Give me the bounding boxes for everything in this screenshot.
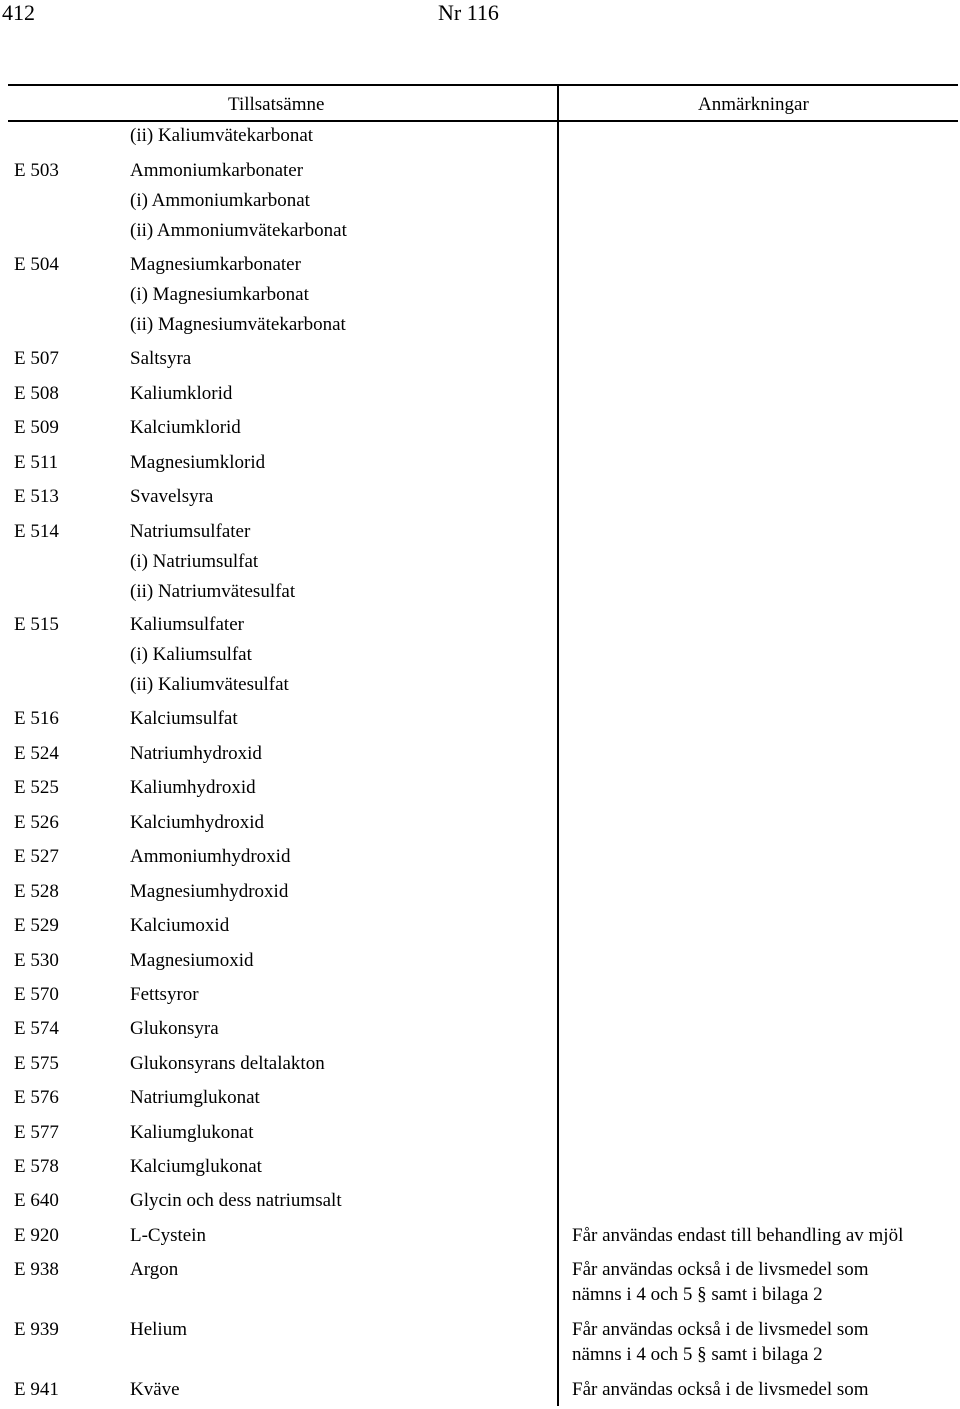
substance-line: Kalciumhydroxid — [130, 812, 265, 833]
substance-line: Saltsyra — [130, 348, 192, 369]
column-header-remarks: Anmärkningar — [698, 94, 809, 115]
substance-line: Kalciumglukonat — [130, 1156, 262, 1177]
e-code: E 526 — [14, 812, 59, 833]
e-code: E 515 — [14, 614, 59, 635]
substance-line: Kalciumsulfat — [130, 708, 238, 729]
e-code: E 570 — [14, 984, 59, 1005]
substance-line: Kaliumglukonat — [130, 1122, 254, 1143]
issue-number: Nr 116 — [438, 0, 499, 25]
remark — [572, 1317, 957, 1367]
substance-name — [130, 123, 313, 153]
substance-name — [130, 381, 232, 411]
e-code: E 941 — [14, 1379, 59, 1400]
substance-name — [130, 1188, 342, 1218]
substance-line: Helium — [130, 1319, 187, 1340]
substance-name — [130, 1085, 260, 1115]
e-code: E 516 — [14, 708, 59, 729]
e-code: E 504 — [14, 254, 59, 275]
substance-line: Kalciumoxid — [130, 915, 230, 936]
e-code: E 514 — [14, 521, 59, 542]
remark — [572, 1257, 957, 1307]
substance-line: (ii) Ammoniumvätekarbonat — [130, 220, 347, 241]
substance-name — [130, 706, 238, 736]
substance-name — [130, 612, 289, 702]
substance-line: (i) Natriumsulfat — [130, 551, 259, 572]
substance-line: Kväve — [130, 1379, 180, 1400]
substance-name — [130, 1223, 206, 1253]
substance-line: Fettsyror — [130, 984, 199, 1005]
remark — [572, 1377, 957, 1402]
substance-name — [130, 1016, 219, 1046]
substance-line: Magnesiumkarbonater — [130, 254, 301, 275]
remark-line: nämns i 4 och 5 § samt i bilaga 2 — [572, 1344, 823, 1365]
e-code: E 574 — [14, 1018, 59, 1039]
remark — [572, 1223, 957, 1248]
e-code: E 577 — [14, 1122, 59, 1143]
substance-line: Natriumhydroxid — [130, 743, 262, 764]
e-code: E 530 — [14, 950, 59, 971]
substance-name — [130, 1377, 180, 1407]
substance-line: (i) Magnesiumkarbonat — [130, 284, 309, 305]
e-code: E 509 — [14, 417, 59, 438]
header-rule — [8, 120, 958, 122]
substance-name — [130, 519, 295, 609]
substance-name — [130, 1120, 253, 1150]
e-code: E 513 — [14, 486, 59, 507]
remark-line: Får användas också i de livsmedel som — [572, 1259, 869, 1280]
substance-name — [130, 484, 213, 514]
substance-line: (ii) Natriumvätesulfat — [130, 581, 296, 602]
substance-line: (i) Kaliumsulfat — [130, 644, 252, 665]
substance-line: Kalciumklorid — [130, 417, 241, 438]
table-top-rule — [8, 84, 958, 86]
substance-line: (ii) Kaliumvätesulfat — [130, 674, 289, 695]
substance-line: Ammoniumkarbonater — [130, 160, 304, 181]
e-code: E 508 — [14, 383, 59, 404]
substance-line: Kaliumklorid — [130, 383, 233, 404]
remark-line: Får användas endast till behandling av mjöl — [572, 1225, 904, 1246]
e-code: E 529 — [14, 915, 59, 936]
substance-name — [130, 844, 290, 874]
substance-line: Magnesiumhydroxid — [130, 881, 289, 902]
substance-line: Magnesiumoxid — [130, 950, 254, 971]
substance-name — [130, 1317, 187, 1347]
e-code: E 511 — [14, 452, 59, 473]
substance-line: Svavelsyra — [130, 486, 214, 507]
e-code: E 528 — [14, 881, 59, 902]
substance-name — [130, 879, 288, 909]
e-code: E 578 — [14, 1156, 59, 1177]
remark-line: nämns i 4 och 5 § samt i bilaga 2 — [572, 1284, 823, 1305]
substance-name — [130, 775, 256, 805]
substance-name — [130, 252, 346, 342]
page-number: 412 — [2, 0, 35, 25]
substance-line: Natriumglukonat — [130, 1087, 260, 1108]
e-code: E 503 — [14, 160, 59, 181]
substance-line: Ammoniumhydroxid — [130, 846, 291, 867]
substance-line: Glycin och dess natriumsalt — [130, 1190, 342, 1211]
substance-name — [130, 450, 265, 480]
substance-line: (i) Ammoniumkarbonat — [130, 190, 310, 211]
substance-line: (ii) Magnesiumvätekarbonat — [130, 314, 346, 335]
substance-name — [130, 913, 229, 943]
substance-line: Argon — [130, 1259, 179, 1280]
substance-name — [130, 415, 241, 445]
e-code: E 920 — [14, 1225, 59, 1246]
e-code: E 525 — [14, 777, 59, 798]
substance-name — [130, 1257, 178, 1287]
substance-name — [130, 982, 199, 1012]
substance-name — [130, 158, 347, 248]
e-code: E 527 — [14, 846, 59, 867]
e-code: E 575 — [14, 1053, 59, 1074]
substance-name — [130, 741, 262, 771]
remark-line: Får användas också i de livsmedel som — [572, 1379, 869, 1400]
substance-name — [130, 346, 191, 376]
substance-line: Kaliumsulfater — [130, 614, 244, 635]
e-code: E 507 — [14, 348, 59, 369]
e-code: E 939 — [14, 1319, 59, 1340]
e-code: E 640 — [14, 1190, 59, 1211]
column-divider — [557, 84, 559, 1406]
e-code: E 576 — [14, 1087, 59, 1108]
substance-name — [130, 1154, 262, 1184]
e-code: E 524 — [14, 743, 59, 764]
substance-name — [130, 1051, 325, 1081]
substance-line: (ii) Kaliumvätekarbonat — [130, 125, 314, 146]
substance-line: Natriumsulfater — [130, 521, 251, 542]
remark-line: Får användas också i de livsmedel som — [572, 1319, 869, 1340]
substance-name — [130, 810, 264, 840]
e-code: E 938 — [14, 1259, 59, 1280]
substance-line: Glukonsyrans deltalakton — [130, 1053, 325, 1074]
substance-line: Glukonsyra — [130, 1018, 219, 1039]
substance-line: Magnesiumklorid — [130, 452, 266, 473]
substance-name — [130, 948, 254, 978]
substance-line: Kaliumhydroxid — [130, 777, 256, 798]
column-header-substance: Tillsatsämne — [228, 94, 325, 115]
substance-line: L-Cystein — [130, 1225, 206, 1246]
